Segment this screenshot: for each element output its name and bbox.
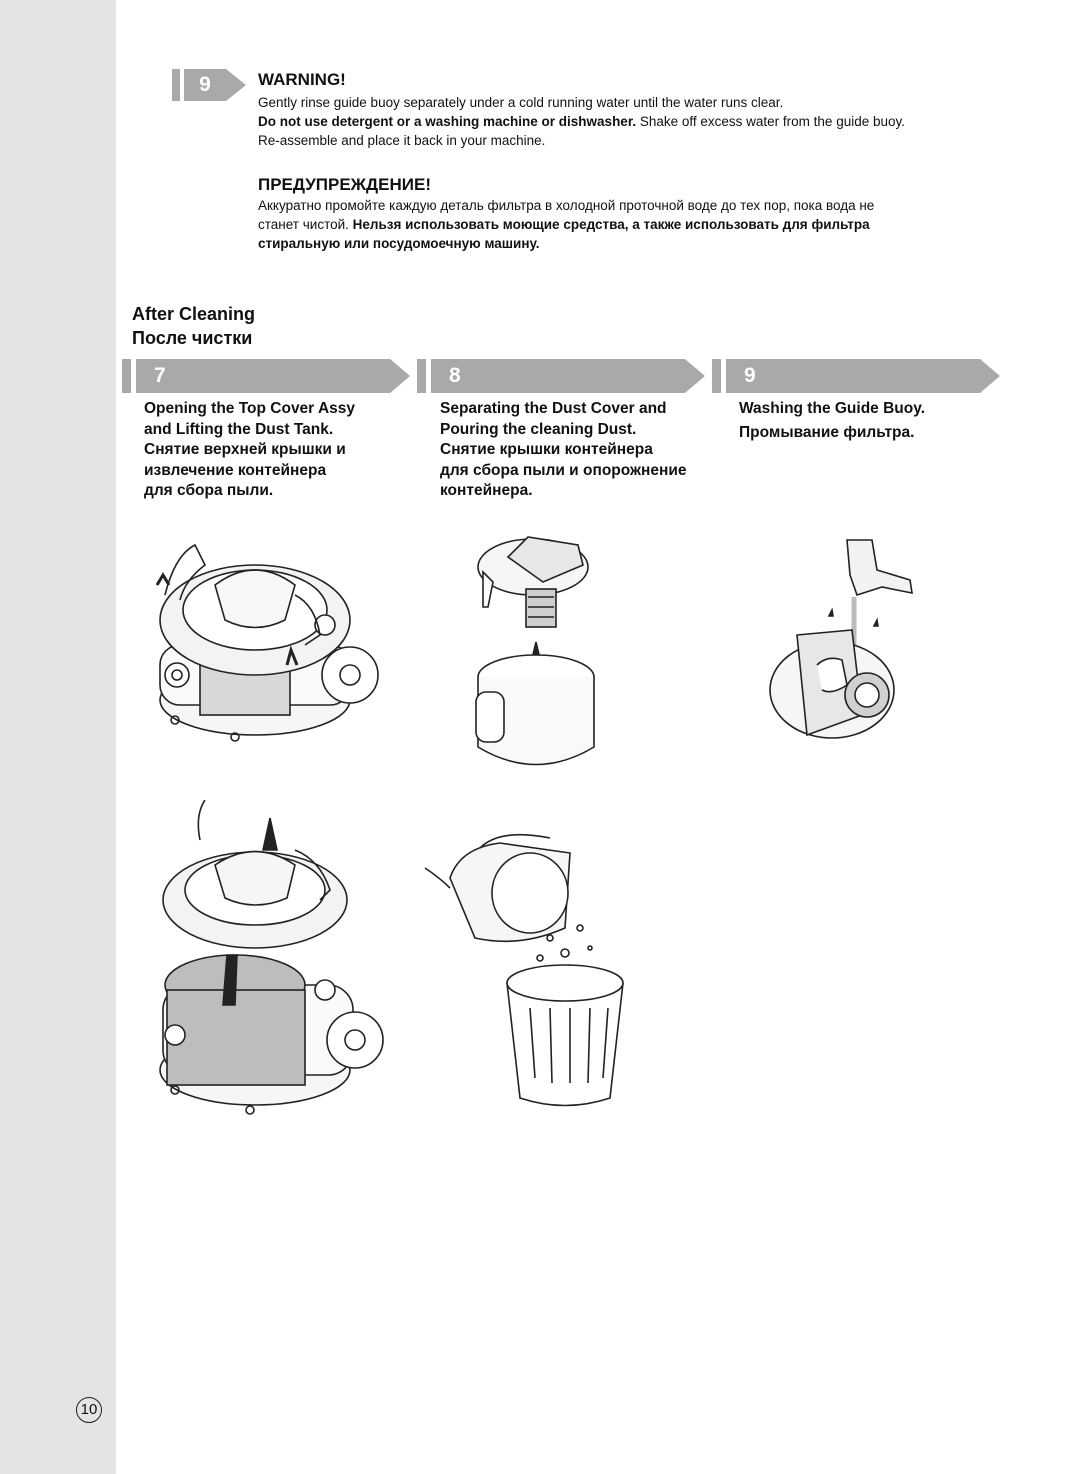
warning-line1-ru: Аккуратно промойте каждую деталь фильтра в холодной проточной воде до тех пор, пока вода не xyxy=(258,198,875,213)
warning-line1-en: Gently rinse guide buoy separately under a cold running water until the water runs clear. xyxy=(258,95,784,110)
pouring-dust-bin-illustration xyxy=(420,808,635,1113)
step-9-line: Washing the Guide Buoy. xyxy=(739,400,925,417)
dust-cover-separating-illustration xyxy=(468,527,598,772)
washing-guide-buoy-illustration xyxy=(762,535,922,755)
step-number-9: 9 xyxy=(726,359,980,393)
warning-line3-en: Re-assemble and place it back in your machine. xyxy=(258,133,546,148)
step-8-line: Снятие крышки контейнера xyxy=(440,441,653,459)
warning-title-ru: ПРЕДУПРЕЖДЕНИЕ! xyxy=(258,175,431,194)
warning-line2-en-bold: Do not use detergent or a washing machine or dishwasher. xyxy=(258,114,637,129)
section-title-en: After Cleaning xyxy=(132,304,256,324)
step-8-line: контейнера. xyxy=(440,482,533,500)
step-7-line: извлечение контейнера xyxy=(144,461,327,479)
step-9-text xyxy=(739,399,925,443)
step-7-line: and Lifting the Dust Tank. xyxy=(144,420,334,438)
step-8-text xyxy=(440,399,687,502)
step-number-8: 8 xyxy=(431,359,685,393)
left-margin-strip xyxy=(0,0,116,1474)
step-8-line: Separating the Dust Cover and xyxy=(440,400,667,417)
warning-line2-en xyxy=(258,112,978,131)
step-7-line: Opening the Top Cover Assy xyxy=(144,400,355,417)
warning-badge-arrow xyxy=(226,69,246,101)
vacuum-open-cover-illustration xyxy=(145,525,385,750)
step-8-line: Pouring the cleaning Dust. xyxy=(440,420,637,438)
warning-badge-bar xyxy=(172,69,180,101)
section-title-ru: После чистки xyxy=(132,328,253,348)
step-8-line: для сбора пыли и опорожнение xyxy=(440,461,687,479)
warning-line2-en-rest: Shake off excess water from the guide buoy. xyxy=(636,114,905,129)
step-7-line: для сбора пыли. xyxy=(144,482,274,500)
warning-line2-ru-bold: Нельзя использовать моющие средства, а также использовать для фильтра xyxy=(352,217,870,232)
step-7-line: Снятие верхней крышки и xyxy=(144,441,346,459)
step-number-7: 7 xyxy=(136,359,390,393)
step-9-line: Промывание фильтра. xyxy=(739,423,915,441)
warning-title-en: WARNING! xyxy=(258,70,346,89)
page-number: 10 xyxy=(76,1397,102,1423)
warning-line2-ru xyxy=(258,215,978,234)
warning-line2-ru-normal: станет чистой. xyxy=(258,217,353,232)
vacuum-lifting-dust-tank-illustration xyxy=(155,800,385,1115)
warning-line3-ru: стиральную или посудомоечную машину. xyxy=(258,236,540,251)
warning-step-badge: 9 xyxy=(184,69,226,101)
step-7-text xyxy=(144,399,355,502)
